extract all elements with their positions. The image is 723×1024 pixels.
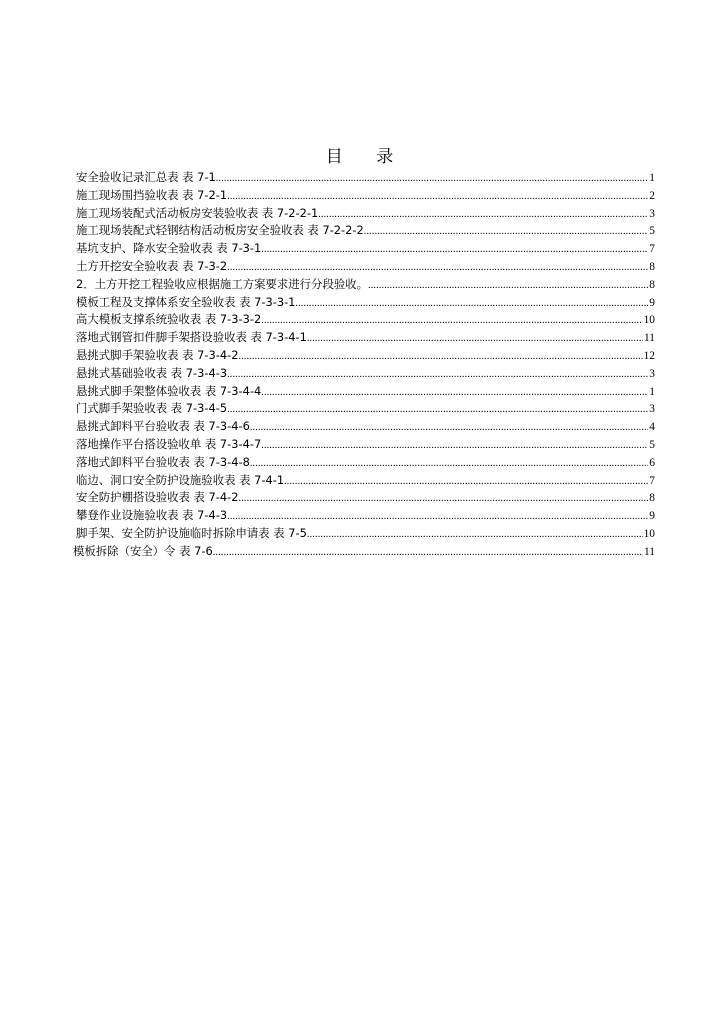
toc-entry-label: 施工现场围挡验收表 表 7-2-1 <box>76 187 228 202</box>
toc-entry[interactable] <box>73 365 655 383</box>
toc-entry-label: 悬挑式脚手架整体验收表 表 7-3-4-4 <box>76 383 262 398</box>
toc-entry[interactable] <box>73 311 655 329</box>
toc-entry-page-number: 9 <box>649 296 655 309</box>
toc-dot-leader <box>318 206 648 224</box>
toc-entry-label: 土方开挖安全验收表 表 7-3-2 <box>76 258 228 273</box>
toc-dot-leader <box>227 259 648 277</box>
toc-entry-page-number: 10 <box>643 314 655 327</box>
toc-entry-label: 攀登作业设施验收表 表 7-4-3 <box>76 508 228 523</box>
toc-entry[interactable] <box>73 169 655 187</box>
toc-dot-leader <box>307 330 643 348</box>
toc-entry-page-number: 5 <box>649 225 655 238</box>
toc-entry-page-number: 2 <box>649 189 655 202</box>
toc-entry-label: 安全防护棚搭设验收表 表 7-4-2 <box>76 490 239 505</box>
toc-entry-page-number: 9 <box>649 510 655 523</box>
toc-entry[interactable] <box>73 258 655 276</box>
toc-entry-page-number: 3 <box>649 207 655 220</box>
toc-entry-label: 悬挑式基础验收表 表 7-3-4-3 <box>76 365 228 380</box>
toc-entry-label: 模板工程及支撑体系安全验收表 表 7-3-3-1 <box>76 294 296 309</box>
toc-entry[interactable] <box>73 436 655 454</box>
toc-entry-label: 落地式钢管扣件脚手架搭设验收表 表 7-3-4-1 <box>76 330 307 345</box>
toc-title: 目 录 <box>325 147 408 167</box>
toc-entry-label: 悬挑式脚手架验收表 表 7-3-4-2 <box>76 347 239 362</box>
toc-entry[interactable] <box>73 507 655 525</box>
toc-entry-page-number: 10 <box>643 527 655 540</box>
toc-entry-page-number: 5 <box>649 438 655 451</box>
toc-entry-label: 临边、洞口安全防护设施验收表 表 7-4-1 <box>76 472 285 487</box>
toc-entry-label: 脚手架、安全防护设施临时拆除申请表 表 7-5 <box>76 525 307 540</box>
toc-entry-page-number: 6 <box>649 456 655 469</box>
toc-dot-leader <box>250 419 648 437</box>
toc-dot-leader <box>368 277 648 295</box>
toc-entry-label: 落地式卸料平台验收表 表 7-3-4-8 <box>76 454 250 469</box>
toc-entry[interactable] <box>73 454 655 472</box>
toc-dot-leader <box>261 312 642 330</box>
toc-entry[interactable] <box>73 383 655 401</box>
toc-entry-page-number: 11 <box>644 545 655 558</box>
toc-dot-leader <box>227 188 648 206</box>
toc-entry-label: 施工现场装配式轻钢结构活动板房安全验收表 表 7-2-2-2 <box>76 223 364 238</box>
toc-dot-leader <box>261 241 648 259</box>
toc-entry-label: 安全验收记录汇总表 表 7-1 <box>76 170 216 184</box>
toc-entry-label: 悬挑式卸料平台验收表 表 7-3-4-6 <box>76 419 250 434</box>
toc-entry-label: 落地操作平台搭设验收单 表 7-3-4-7 <box>76 436 262 451</box>
toc-dot-leader <box>227 401 648 419</box>
toc-entry[interactable] <box>73 472 655 490</box>
toc-entry-page-number: 8 <box>649 260 655 273</box>
toc-entry-label: 基坑支护、降水安全验收表 表 7-3-1 <box>76 241 262 256</box>
toc-dot-leader <box>307 526 643 544</box>
toc-entry[interactable] <box>73 276 655 294</box>
toc-entry[interactable] <box>73 240 655 258</box>
toc-entry-page-number: 7 <box>649 243 655 256</box>
toc-entry-page-number: 1 <box>649 172 655 184</box>
toc-entry[interactable] <box>73 329 655 347</box>
toc-dot-leader <box>213 544 643 562</box>
toc-entry[interactable] <box>73 205 655 223</box>
toc-entry-page-number: 8 <box>649 492 655 505</box>
toc-entry-label: 2．土方开挖工程验收应根据施工方案要求进行分段验收。 <box>76 276 369 291</box>
toc-entry[interactable] <box>73 489 655 507</box>
toc-entry[interactable] <box>73 543 655 561</box>
toc-dot-leader <box>295 295 648 313</box>
toc-entry-label: 施工现场装配式活动板房安装验收表 表 7-2-2-1 <box>76 205 319 220</box>
toc-entry-page-number: 1 <box>649 385 655 398</box>
toc-entry-page-number: 4 <box>649 421 655 434</box>
table-of-contents <box>73 169 655 561</box>
toc-entry[interactable] <box>73 222 655 240</box>
toc-entry[interactable] <box>73 187 655 205</box>
toc-entry[interactable] <box>73 400 655 418</box>
toc-entry-page-number: 11 <box>644 332 655 345</box>
toc-entry-page-number: 7 <box>649 474 655 487</box>
toc-dot-leader <box>238 348 642 366</box>
toc-dot-leader <box>216 170 649 188</box>
toc-dot-leader <box>227 508 648 526</box>
toc-entry-page-number: 8 <box>649 278 655 291</box>
toc-entry-page-number: 12 <box>643 349 655 362</box>
toc-entry[interactable] <box>73 294 655 312</box>
toc-dot-leader <box>261 384 648 402</box>
toc-dot-leader <box>364 223 649 241</box>
toc-entry-page-number: 3 <box>649 403 655 416</box>
toc-entry-label: 门式脚手架验收表 表 7-3-4-5 <box>76 401 228 416</box>
toc-dot-leader <box>284 473 648 491</box>
toc-entry[interactable] <box>73 347 655 365</box>
toc-entry-page-number: 3 <box>649 367 655 380</box>
toc-entry[interactable] <box>73 418 655 436</box>
toc-entry-label: 高大模板支撑系统验收表 表 7-3-3-2 <box>76 312 262 327</box>
toc-entry-label: 模板拆除（安全）令 表 7-6 <box>73 543 213 558</box>
toc-dot-leader <box>239 490 649 508</box>
toc-dot-leader <box>227 366 648 384</box>
toc-dot-leader <box>261 437 648 455</box>
toc-entry[interactable] <box>73 525 655 543</box>
toc-dot-leader <box>250 455 648 473</box>
